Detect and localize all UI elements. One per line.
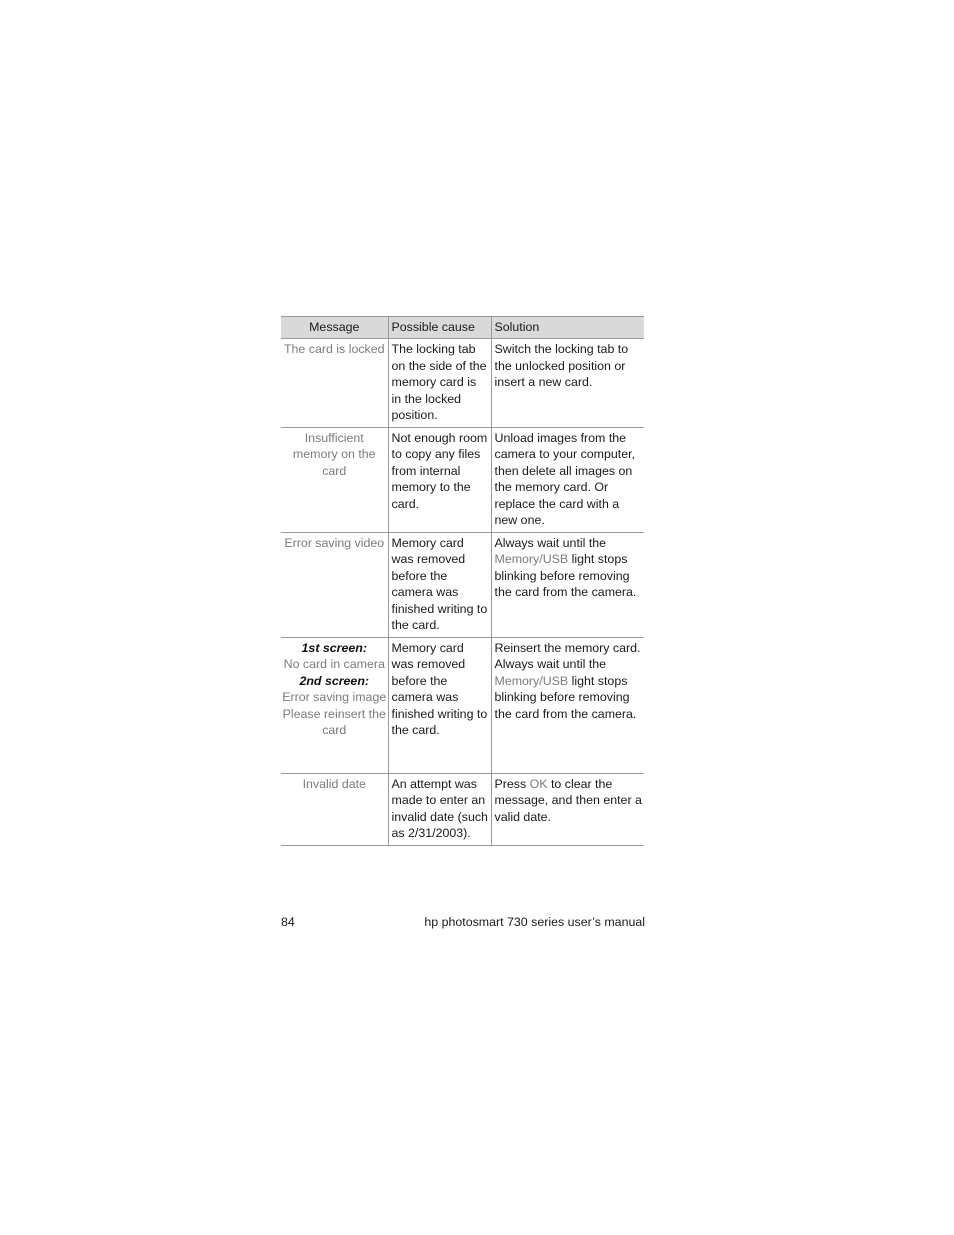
message-cell: Insufficient memory on the card <box>281 427 388 532</box>
solution-text: to clear the message, and then enter a valid date. <box>494 776 642 824</box>
solution-cell <box>491 773 644 845</box>
solution-text: Always wait until the <box>494 535 607 550</box>
solution-text: light stops blinking before removing the card from the camera. <box>494 673 637 721</box>
message-cell: The card is locked <box>281 339 388 428</box>
header-possible-cause: Possible cause <box>388 317 491 339</box>
ok-button-label: OK <box>529 776 548 791</box>
solution-cell: Switch the locking tab to the unlocked position or insert a new card. <box>491 339 644 428</box>
memory-usb-light-label: Memory/USB <box>494 552 569 566</box>
cause-cell: Memory card was removed before the camera was finished writing to the card. <box>388 637 491 773</box>
second-screen-label: 2nd screen: <box>299 673 370 688</box>
solution-cell <box>491 532 644 637</box>
memory-usb-light-label: Memory/USB <box>494 673 569 688</box>
message-cell <box>281 637 388 773</box>
message-cell: Invalid date <box>281 773 388 845</box>
error-messages-table <box>281 316 644 846</box>
header-message: Message <box>281 317 388 339</box>
first-screen-message: No card in camera <box>283 657 385 671</box>
cause-cell: Not enough room to copy any files from internal memory to the card. <box>388 427 491 532</box>
second-screen-message: Error saving image <box>282 690 387 704</box>
first-screen-label: 1st screen: <box>301 640 367 655</box>
solution-cell <box>491 637 644 773</box>
cause-cell: Memory card was removed before the camera was finished writing to the card. <box>388 532 491 637</box>
solution-text: light stops blinking before removing the card from the camera. <box>494 552 637 599</box>
message-cell: Error saving video <box>281 532 388 637</box>
page-number: 84 <box>281 915 295 929</box>
table-row <box>281 532 644 637</box>
table-row <box>281 427 644 532</box>
table-row <box>281 637 644 773</box>
manual-title: hp photosmart 730 series user’s manual <box>424 915 645 929</box>
cause-cell: The locking tab on the side of the memory card is in the locked position. <box>388 339 491 428</box>
table-row <box>281 773 644 845</box>
table-header-row <box>281 317 644 339</box>
solution-cell: Unload images from the camera to your computer, then delete all images on the memory card. Or replace the card with a new one. <box>491 427 644 532</box>
solution-text: Reinsert the memory card. Always wait until the <box>494 640 641 671</box>
table-row <box>281 339 644 428</box>
second-screen-message: Please reinsert the card <box>282 706 386 737</box>
header-solution: Solution <box>491 317 644 339</box>
cause-cell: An attempt was made to enter an invalid date (such as 2/31/2003). <box>388 773 491 845</box>
solution-text: Press <box>494 776 530 791</box>
